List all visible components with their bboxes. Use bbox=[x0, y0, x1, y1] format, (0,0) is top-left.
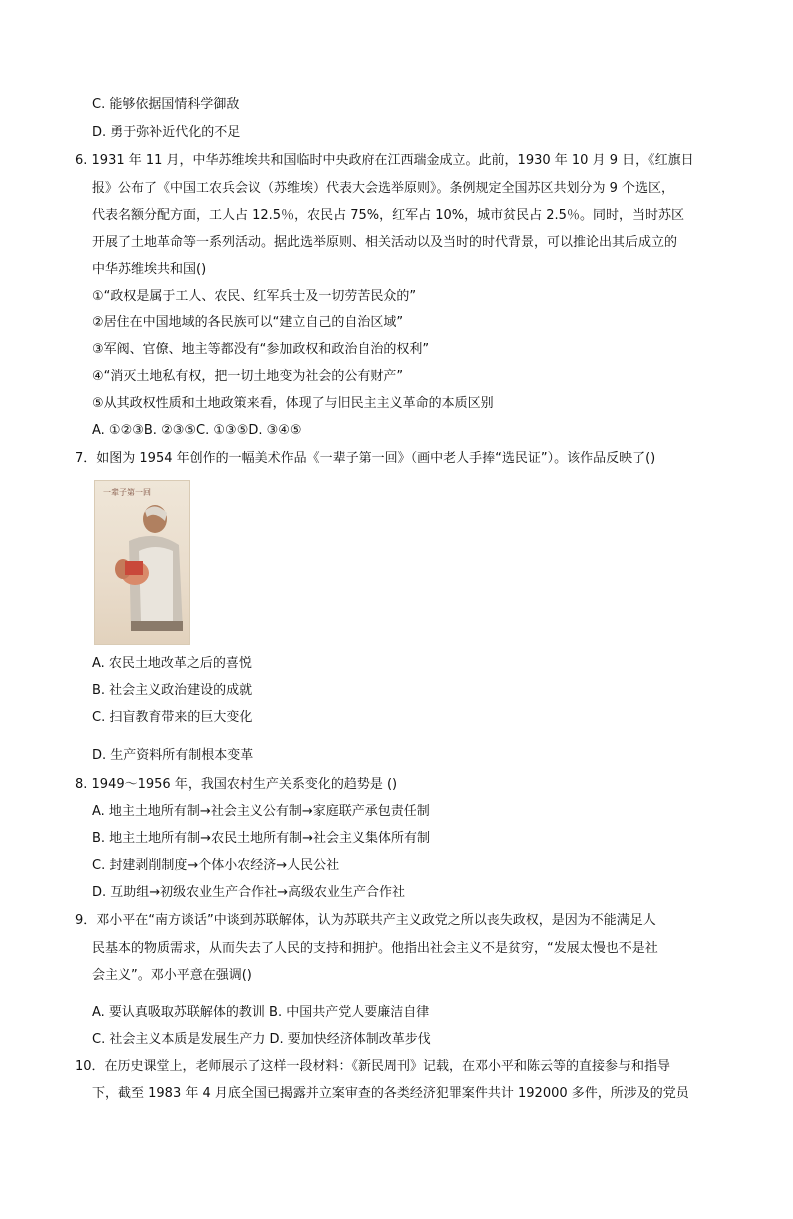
q6-answer-options: A. ①②③B. ②③⑤C. ①③⑤D. ③④⑤ bbox=[92, 423, 302, 438]
painting-image bbox=[94, 480, 190, 645]
q8-option-c: C. 封建剥削制度→个体小农经济→人民公社 bbox=[92, 858, 340, 873]
q5-option-c: C. 能够依据国情科学御敌 bbox=[92, 97, 240, 112]
q9-options-cd: C. 社会主义本质是发展生产力 D. 要加快经济体制改革步伐 bbox=[92, 1032, 431, 1047]
q6-stem-line4: 开展了土地革命等一系列活动。据此选举原则、相关活动以及当时的时代背景，可以推论出其后成立的 bbox=[92, 235, 678, 250]
q8-stem: 8. 1949～1956 年，我国农村生产关系变化的趋势是 () bbox=[75, 777, 398, 792]
q10-stem-line1: 10．在历史课堂上，老师展示了这样一段材料：《新民周刊》记载，在邓小平和陈云等的直接参与和指导 bbox=[75, 1059, 671, 1074]
q8-option-d: D. 互助组→初级农业生产合作社→高级农业生产合作社 bbox=[92, 885, 406, 900]
q6-stem-line1: 6. 1931 年 11 月，中华苏维埃共和国临时中央政府在江西瑞金成立。此前，1930 年 10 月 9 日，《红旗日 bbox=[75, 153, 694, 168]
q6-statement-5: ⑤从其政权性质和土地政策来看，体现了与旧民主主义革命的本质区别 bbox=[92, 396, 494, 411]
q8-option-b: B. 地主土地所有制→农民土地所有制→社会主义集体所有制 bbox=[92, 831, 430, 846]
q6-statement-3: ③军阀、官僚、地主等都没有“参加政权和政治自治的权利” bbox=[92, 342, 430, 357]
q7-option-a: A. 农民土地改革之后的喜悦 bbox=[92, 656, 252, 671]
q7-stem: 7．如图为 1954 年创作的一幅美术作品《一辈子第一回》（画中老人手捧“选民证”）。该作品反映了() bbox=[75, 451, 656, 466]
q9-stem-line2: 民基本的物质需求，从而失去了人民的支持和拥护。他指出社会主义不是贫穷，“发展太慢也不是社 bbox=[92, 941, 658, 956]
q6-statement-4: ④“消灭土地私有权，把一切土地变为社会的公有财产” bbox=[92, 369, 404, 384]
q10-stem-line2: 下，截至 1983 年 4 月底全国已揭露并立案审查的各类经济犯罪案件共计 192000 多件，所涉及的党员 bbox=[92, 1086, 689, 1101]
q9-options-ab: A. 要认真吸取苏联解体的教训 B. 中国共产党人要廉洁自律 bbox=[92, 1005, 430, 1020]
q9-stem-line3: 会主义”。邓小平意在强调() bbox=[92, 968, 252, 983]
q7-option-d: D. 生产资料所有制根本变革 bbox=[92, 748, 254, 763]
q6-statement-2: ②居住在中国地域的各民族可以“建立自己的自治区域” bbox=[92, 315, 404, 330]
q6-stem-line3: 代表名额分配方面，工人占 12.5％，农民占 75%，红军占 10%，城市贫民占 2.5％。同时，当时苏区 bbox=[92, 208, 684, 223]
svg-text:一辈子第一回: 一辈子第一回 bbox=[103, 488, 151, 497]
q5-option-d: D. 勇于弥补近代化的不足 bbox=[92, 125, 241, 140]
q6-stem-line2: 报》公布了《中国工农兵会议（苏维埃）代表大会选举原则》。条例规定全国苏区共划分为 9 个选区， bbox=[92, 181, 675, 196]
q8-option-a: A. 地主土地所有制→社会主义公有制→家庭联产承包责任制 bbox=[92, 804, 430, 819]
painting-illustration bbox=[95, 481, 189, 644]
q7-option-b: B. 社会主义政治建设的成就 bbox=[92, 683, 253, 698]
q6-statement-1: ①“政权是属于工人、农民、红军兵士及一切劳苦民众的” bbox=[92, 289, 417, 304]
q9-stem-line1: 9．邓小平在“南方谈话”中谈到苏联解体，认为苏联共产主义政党之所以丧失政权，是因为不能满足人 bbox=[75, 913, 656, 928]
q6-stem-line5: 中华苏维埃共和国() bbox=[92, 262, 207, 277]
q7-option-c: C. 扫盲教育带来的巨大变化 bbox=[92, 710, 253, 725]
